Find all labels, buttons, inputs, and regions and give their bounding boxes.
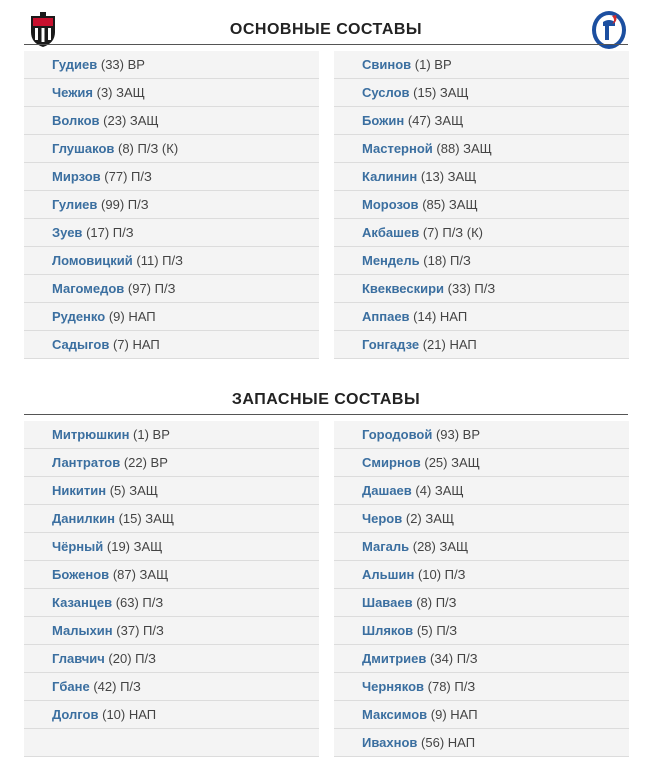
player-number-position: (3) ЗАЩ (96, 85, 145, 100)
player-number-position: (78) П/З (427, 679, 476, 694)
player-number-position: (20) П/З (108, 651, 156, 666)
player-row (334, 617, 629, 645)
player-name-link[interactable]: Гудиев (52, 57, 98, 72)
player-row (24, 673, 319, 701)
player-name-link[interactable]: Гонгадзе (362, 337, 420, 352)
player-name-link[interactable]: Главчич (52, 651, 105, 666)
player-number-position: (8) П/З (416, 595, 457, 610)
player-number-position: (33) ВР (100, 57, 145, 72)
player-number-position: (88) ЗАЩ (436, 141, 492, 156)
player-row (24, 79, 319, 107)
player-name-link[interactable]: Мирзов (52, 169, 101, 184)
player-row (334, 449, 629, 477)
player-row (24, 303, 319, 331)
player-number-position: (42) П/З (93, 679, 141, 694)
player-number-position: (11) П/З (136, 253, 183, 268)
player-row (24, 561, 319, 589)
player-number-position: (33) П/З (447, 281, 496, 296)
player-number-position: (5) П/З (416, 623, 458, 638)
player-row (24, 645, 319, 673)
player-number-position: (1) ВР (133, 427, 170, 442)
player-number-position: (47) ЗАЩ (407, 113, 464, 128)
player-name-link[interactable]: Дмитриев (362, 651, 427, 666)
player-name-link[interactable]: Гбане (52, 679, 90, 694)
player-number-position: (13) ЗАЩ (420, 169, 477, 184)
player-row (24, 617, 319, 645)
player-name-link[interactable]: Аппаев (362, 309, 410, 324)
player-name-link[interactable]: Чёрный (52, 539, 104, 554)
player-row (24, 533, 319, 561)
player-name-link[interactable]: Божин (362, 113, 405, 128)
substitutes-home-list (24, 421, 319, 757)
player-number-position: (15) ЗАЩ (413, 85, 469, 100)
player-number-position: (2) ЗАЩ (405, 511, 455, 526)
player-row (334, 303, 629, 331)
player-row (24, 421, 319, 449)
player-number-position: (4) ЗАЩ (415, 483, 464, 498)
player-number-position: (14) НАП (413, 309, 468, 324)
player-name-link[interactable]: Магаль (362, 539, 410, 554)
player-name-link[interactable]: Шаваев (362, 595, 413, 610)
player-number-position: (77) П/З (104, 169, 152, 184)
substitutes-away-list (334, 421, 629, 757)
player-name-link[interactable]: Данилкин (52, 511, 115, 526)
player-row (334, 645, 629, 673)
player-name-link[interactable]: Зуев (52, 225, 83, 240)
player-name-link[interactable]: Дашаев (362, 483, 412, 498)
player-row (24, 135, 319, 163)
player-name-link[interactable]: Свинов (362, 57, 412, 72)
player-row (334, 331, 629, 359)
player-name-link[interactable]: Морозов (362, 197, 419, 212)
player-row (334, 673, 629, 701)
player-name-link[interactable]: Смирнов (362, 455, 421, 470)
player-number-position: (1) ВР (414, 57, 452, 72)
player-name-link[interactable]: Черов (362, 511, 403, 526)
player-row (24, 107, 319, 135)
player-number-position: (19) ЗАЩ (106, 539, 163, 554)
player-row (334, 729, 629, 757)
player-number-position: (85) ЗАЩ (422, 197, 478, 212)
player-name-link[interactable]: Шляков (362, 623, 414, 638)
player-name-link[interactable]: Ивахнов (362, 735, 418, 750)
player-row (334, 561, 629, 589)
player-number-position: (21) НАП (422, 337, 477, 352)
player-row (334, 219, 629, 247)
player-name-link[interactable]: Магомедов (52, 281, 125, 296)
player-name-link[interactable]: Чежия (52, 85, 93, 100)
player-row (24, 701, 319, 729)
player-name-link[interactable]: Акбашев (362, 225, 420, 240)
player-name-link[interactable]: Максимов (362, 707, 428, 722)
player-row (334, 107, 629, 135)
player-row (24, 163, 319, 191)
player-row (334, 247, 629, 275)
player-number-position: (99) П/З (101, 197, 149, 212)
player-row (334, 589, 629, 617)
player-name-link[interactable]: Мастерной (362, 141, 433, 156)
player-name-link[interactable]: Волков (52, 113, 100, 128)
player-row (24, 51, 319, 79)
lineups-away-list (334, 51, 629, 359)
player-row (24, 331, 319, 359)
player-name-link[interactable]: Калинин (362, 169, 418, 184)
player-row (24, 219, 319, 247)
player-row (334, 135, 629, 163)
player-name-link[interactable]: Казанцев (52, 595, 113, 610)
player-row (24, 449, 319, 477)
player-number-position: (9) НАП (430, 707, 478, 722)
player-row (334, 477, 629, 505)
player-name-link[interactable]: Мендель (362, 253, 420, 268)
player-row (334, 421, 629, 449)
player-number-position: (56) НАП (421, 735, 476, 750)
player-row (334, 701, 629, 729)
player-number-position: (7) П/З (К) (422, 225, 483, 240)
lineups-home-list (24, 51, 319, 359)
player-number-position: (23) ЗАЩ (103, 113, 159, 128)
player-number-position: (37) П/З (116, 623, 164, 638)
lineups-title: ОСНОВНЫЕ СОСТАВЫ (229, 21, 423, 38)
player-number-position: (10) П/З (417, 567, 466, 582)
player-row (334, 191, 629, 219)
player-name-link[interactable]: Малыхин (52, 623, 113, 638)
player-name-link[interactable]: Руденко (52, 309, 106, 324)
player-name-link[interactable]: Лантратов (52, 455, 121, 470)
player-number-position: (9) НАП (108, 309, 156, 324)
player-name-link[interactable]: Черняков (362, 679, 425, 694)
player-row (334, 275, 629, 303)
player-name-link[interactable]: Долгов (52, 707, 99, 722)
player-name-link[interactable]: Гулиев (52, 197, 98, 212)
player-row (334, 51, 629, 79)
player-number-position: (15) ЗАЩ (118, 511, 175, 526)
player-number-position: (87) ЗАЩ (112, 567, 169, 582)
player-number-position: (7) НАП (112, 337, 160, 352)
player-row (24, 729, 319, 757)
substitutes-section-header (24, 390, 628, 415)
player-row (334, 533, 629, 561)
player-name-link[interactable]: Глушаков (52, 141, 115, 156)
player-row (24, 589, 319, 617)
player-number-position: (8) П/З (К) (118, 141, 179, 156)
player-number-position: (10) НАП (102, 707, 157, 722)
player-number-position: (28) ЗАЩ (412, 539, 469, 554)
player-name-link[interactable]: Садыгов (52, 337, 110, 352)
player-name-link[interactable]: Городовой (362, 427, 433, 442)
player-name-link[interactable]: Альшин (362, 567, 415, 582)
player-row (24, 505, 319, 533)
player-row (24, 275, 319, 303)
player-number-position: (97) П/З (127, 281, 176, 296)
player-name-link[interactable]: Суслов (362, 85, 410, 100)
player-row (24, 477, 319, 505)
player-row (334, 505, 629, 533)
lineups-section-header (24, 20, 628, 45)
player-number-position: (63) П/З (115, 595, 164, 610)
player-number-position: (18) П/З (423, 253, 471, 268)
player-row (24, 247, 319, 275)
player-name-link[interactable]: Никитин (52, 483, 107, 498)
substitutes-title: ЗАПАСНЫЕ СОСТАВЫ (231, 391, 421, 408)
player-name-link[interactable]: Митрюшкин (52, 427, 130, 442)
player-number-position: (34) П/З (430, 651, 478, 666)
player-number-position: (17) П/З (86, 225, 134, 240)
player-number-position: (25) ЗАЩ (424, 455, 480, 470)
player-row (334, 79, 629, 107)
player-name-link[interactable]: Ломовицкий (52, 253, 133, 268)
player-row (334, 163, 629, 191)
player-number-position: (5) ЗАЩ (109, 483, 158, 498)
player-row (24, 191, 319, 219)
player-name-link[interactable]: Квеквескири (362, 281, 445, 296)
player-number-position: (93) ВР (435, 427, 481, 442)
player-name-link[interactable]: Боженов (52, 567, 110, 582)
player-number-position: (22) ВР (123, 455, 168, 470)
